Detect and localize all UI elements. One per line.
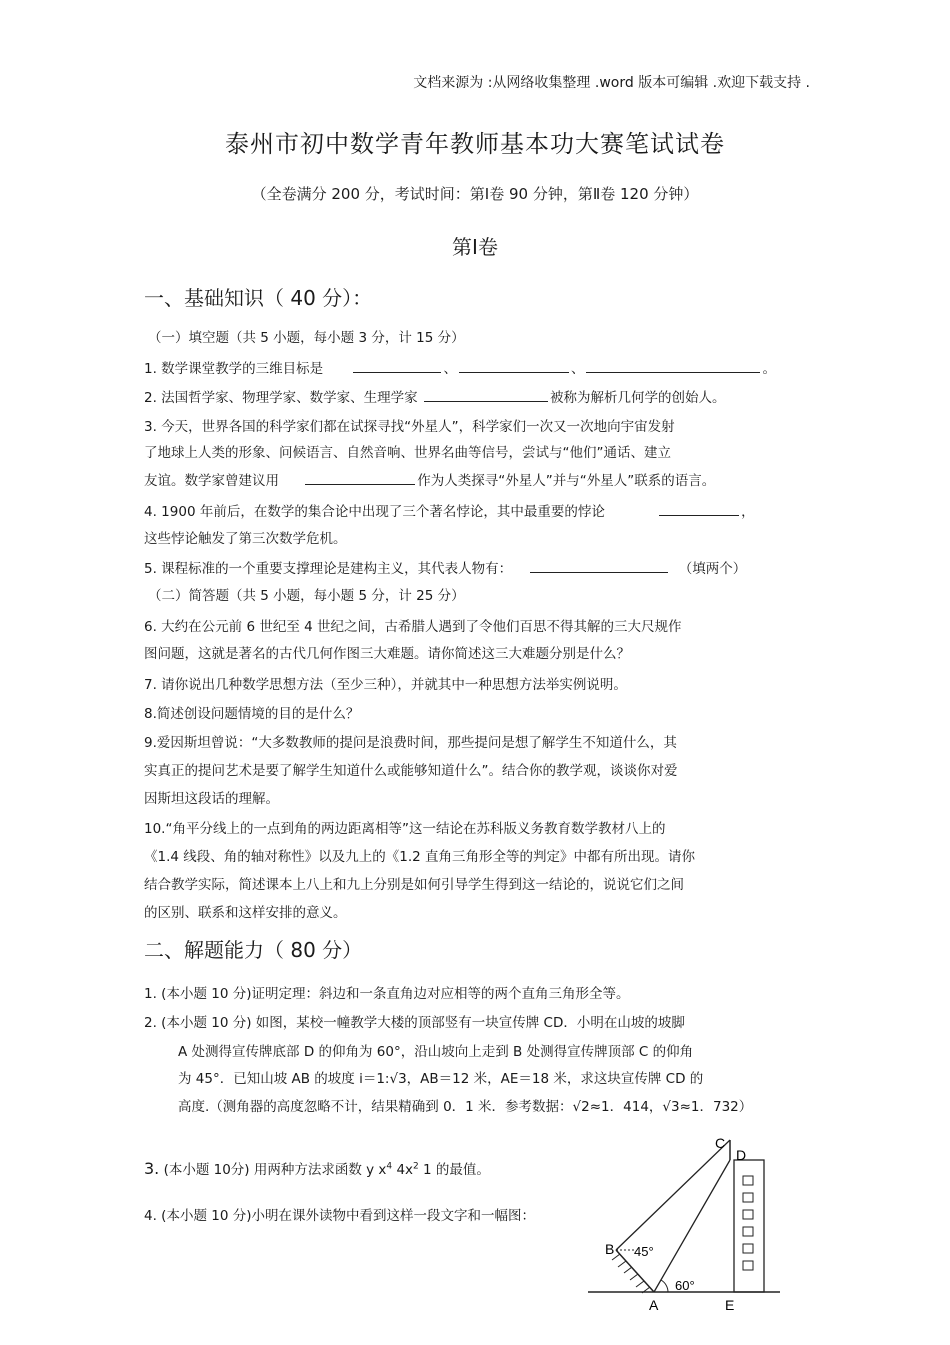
section-2-title: 二、解题能力（ 80 分） bbox=[144, 938, 363, 962]
problem-3-text: (本小题 10分) 用两种方法求函数 y x bbox=[163, 1162, 387, 1178]
question-4-text: 4. 1900 年前后，在数学的集合论中出现了三个著名悖论，其中最重要的悖论 bbox=[144, 504, 605, 520]
label-d: D bbox=[736, 1147, 747, 1163]
exam-title: 泰州市初中数学青年教师基本功大赛笔试试卷 bbox=[225, 130, 725, 158]
question-10-line-2: 《1.4 线段、角的轴对称性》以及九上的《1.2 直角三角形全等的判定》中都有所出现。请你 bbox=[144, 849, 696, 865]
question-10-line-1: 10.“角平分线上的一点到角的两边距离相等”这一结论在苏科版义务教育数学教材八上的 bbox=[144, 821, 666, 837]
question-4-line-1 bbox=[144, 500, 755, 520]
building bbox=[734, 1160, 764, 1292]
page-header-note: 文档来源为 :从网络收集整理 .word 版本可编辑 .欢迎下载支持 . bbox=[413, 75, 810, 91]
question-3-line-1: 3. 今天，世界各国的科学家们都在试探寻找“外星人”，科学家们一次又一次地向宇宙发射 bbox=[144, 419, 675, 435]
question-3-line-3 bbox=[144, 469, 715, 489]
problem-2-line-1: 2. (本小题 10 分) 如图，某校一幢教学大楼的顶部竖有一块宣传牌 CD．小明在山坡的坡脚 bbox=[144, 1015, 685, 1031]
question-1 bbox=[144, 357, 776, 377]
question-7: 7. 请你说出几种数学思想方法（至少三种），并就其中一种思想方法举实例说明。 bbox=[144, 677, 627, 693]
separator: 、 bbox=[443, 361, 457, 377]
sight-line-ad bbox=[654, 1160, 730, 1292]
subsection-short-answer: （二）简答题（共 5 小题，每小题 5 分，计 25 分） bbox=[148, 588, 465, 604]
answer-blank[interactable] bbox=[459, 358, 569, 373]
answer-blank[interactable] bbox=[305, 470, 415, 485]
problem-3-text: 4x bbox=[392, 1162, 414, 1178]
problem-1: 1. (本小题 10 分)证明定理：斜边和一条直角边对应相等的两个直角三角形全等。 bbox=[144, 986, 630, 1002]
label-e: E bbox=[725, 1297, 735, 1313]
geometry-figure bbox=[584, 1130, 824, 1320]
question-5-text: 5. 课程标准的一个重要支撑理论是建构主义，其代表人物有： bbox=[144, 561, 513, 577]
answer-blank[interactable] bbox=[424, 387, 548, 402]
question-9-line-2: 实真正的提问艺术是要了解学生知道什么或能够知道什么”。结合你的教学观，谈谈你对爱 bbox=[144, 763, 678, 779]
label-a: A bbox=[649, 1297, 659, 1313]
question-9-line-3: 因斯坦这段话的理解。 bbox=[144, 791, 279, 807]
problem-3 bbox=[144, 1158, 490, 1178]
question-10-line-4: 的区别、联系和这样安排的意义。 bbox=[144, 905, 347, 921]
angle-45-label: 45° bbox=[634, 1244, 654, 1259]
question-3-text: 友谊。数学家曾建议用 bbox=[144, 473, 279, 489]
question-10-line-3: 结合教学实际，简述课本上八上和九上分别是如何引导学生得到这一结论的，说说它们之间 bbox=[144, 877, 684, 893]
question-4-comma: ， bbox=[741, 504, 755, 520]
question-6-line-2: 图问题，这就是著名的古代几何作图三大难题。请你简述这三大难题分别是什么？ bbox=[144, 646, 630, 662]
problem-3-number: 3. bbox=[144, 1159, 160, 1178]
problem-2-line-2: A 处测得宣传牌底部 D 的仰角为 60°，沿山坡向上走到 B 处测得宣传牌顶部 C 的仰角 bbox=[178, 1044, 694, 1060]
subsection-fill-blank: （一）填空题（共 5 小题，每小题 3 分，计 15 分） bbox=[148, 330, 465, 346]
question-5 bbox=[144, 557, 746, 577]
question-2-end: 被称为解析几何学的创始人。 bbox=[549, 390, 726, 406]
building-windows bbox=[743, 1176, 753, 1270]
part-title: 第Ⅰ卷 bbox=[452, 235, 498, 259]
problem-4: 4. (本小题 10 分)小明在课外读物中看到这样一段文字和一幅图： bbox=[144, 1208, 535, 1224]
question-1-text: 1. 数学课堂教学的三维目标是 bbox=[144, 361, 324, 377]
exponent: 4 bbox=[386, 1161, 393, 1172]
label-c: C bbox=[715, 1135, 726, 1151]
exponent: 2 bbox=[413, 1161, 419, 1172]
question-3-end: 作为人类探寻“外星人”并与“外星人”联系的语言。 bbox=[417, 473, 716, 489]
exam-subtitle: （全卷满分 200 分，考试时间：第Ⅰ卷 90 分钟，第Ⅱ卷 120 分钟） bbox=[251, 185, 699, 203]
problem-2-line-3: 为 45°．已知山坡 AB 的坡度 i＝1:√3，AB＝12 米，AE＝18 米，求这块宣传牌 CD 的 bbox=[178, 1071, 704, 1087]
question-3-line-2: 了地球上人类的形象、问候语言、自然音响、世界名曲等信号，尝试与“他们”通话、建立 bbox=[144, 445, 671, 461]
question-4-line-2: 这些悖论触发了第三次数学危机。 bbox=[144, 531, 347, 547]
angle-60-label: 60° bbox=[675, 1278, 695, 1293]
question-8: 8.简述创设问题情境的目的是什么？ bbox=[144, 706, 360, 722]
label-b: B bbox=[605, 1241, 615, 1257]
separator: 、 bbox=[570, 361, 585, 377]
question-9-line-1: 9.爱因斯坦曾说：“大多数教师的提问是浪费时间，那些提问是想了解学生不知道什么，其 bbox=[144, 735, 677, 751]
answer-blank[interactable] bbox=[586, 358, 760, 373]
problem-2-line-4: 高度.（测角器的高度忽略不计，结果精确到 0．1 米．参考数据：√2≈1．414，√3≈1．732） bbox=[178, 1099, 753, 1115]
angle-arc-a bbox=[661, 1280, 668, 1292]
problem-3-text: 1 的最值。 bbox=[418, 1162, 490, 1178]
sight-line-bc bbox=[616, 1140, 730, 1250]
question-5-end: （填两个） bbox=[678, 561, 747, 577]
section-1-title: 一、基础知识（ 40 分）： bbox=[144, 286, 373, 310]
answer-blank[interactable] bbox=[530, 558, 668, 573]
question-2-text: 2. 法国哲学家、物理学家、数学家、生理学家 bbox=[144, 390, 418, 406]
answer-blank[interactable] bbox=[353, 358, 441, 373]
question-6-line-1: 6. 大约在公元前 6 世纪至 4 世纪之间，古希腊人遇到了令他们百思不得其解的三大尺规作 bbox=[144, 619, 682, 635]
separator: 。 bbox=[762, 361, 776, 377]
answer-blank[interactable] bbox=[659, 501, 739, 516]
slope-hatching bbox=[612, 1254, 650, 1293]
question-2 bbox=[144, 386, 725, 406]
